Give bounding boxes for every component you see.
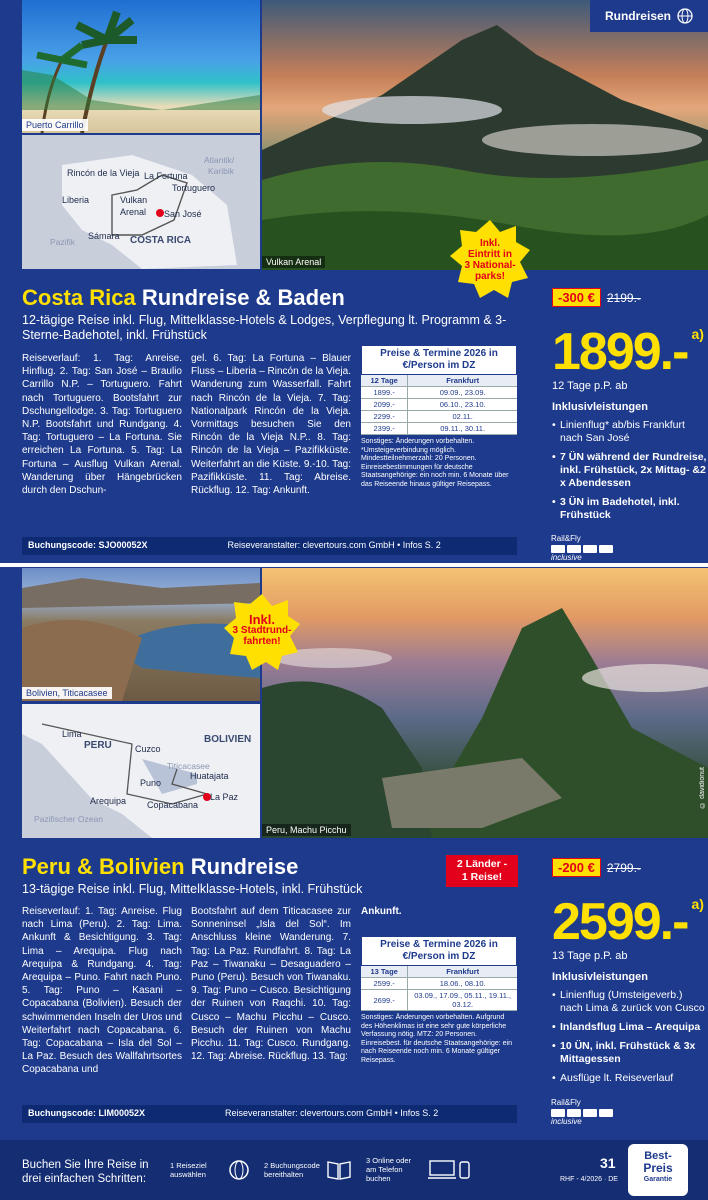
machu-caption: Peru, Machu Picchu: [262, 824, 351, 836]
section-divider: [0, 563, 708, 567]
map-label: Pazifischer Ozean: [34, 814, 103, 824]
badge-line: parks!: [474, 271, 505, 282]
table-header: Frankfurt: [408, 966, 517, 978]
inclusion-item: • Ausflüge lt. Reiseverlauf: [552, 1072, 708, 1085]
title-type: Rundreise & Baden: [141, 285, 345, 310]
badge-line: 1 Reise!: [461, 871, 503, 883]
cities-badge: [224, 594, 300, 670]
costa-rica-map: [22, 135, 260, 269]
costa-booking-bar: [22, 537, 517, 555]
price-footnote: a): [691, 326, 704, 342]
duration: 12 Tage p.P. ab: [552, 380, 628, 392]
plane-icon: [599, 545, 613, 553]
rail-label: Rail&Fly: [551, 1098, 581, 1107]
rail-label: Rail&Fly: [551, 534, 581, 543]
table-cell: 18.06., 08.10.: [408, 978, 517, 990]
table-cell: 02.11.: [408, 411, 517, 423]
table-header: 13 Tage: [361, 966, 408, 978]
footer-headline: Buchen Sie Ihre Reise in drei einfachen Schritten:: [22, 1159, 149, 1185]
table-header: 12 Tage: [361, 375, 408, 387]
map-label: Karibik: [208, 166, 234, 176]
seal-line: Garantie: [643, 1176, 673, 1183]
peru-title: [22, 854, 298, 880]
globe-icon: [228, 1159, 250, 1181]
badge-line: 2 Länder -: [456, 858, 508, 870]
table-cell: 2399.-: [361, 423, 408, 435]
booking-code: Buchungscode: LIM00052X: [28, 1108, 146, 1118]
inclusion-item: • 10 ÜN, inkl. Frühstück & 3x Mittagessen: [552, 1040, 708, 1066]
table-cell: 03.09., 17.09., 05.11., 19.11., 03.12.: [408, 990, 517, 1011]
beach-caption: Puerto Carrillo: [22, 119, 88, 131]
inclusions-heading: Inklusivleistungen: [552, 971, 648, 983]
table-cell: 2299.-: [361, 411, 408, 423]
step-label: 1 Reiseziel auswählen: [170, 1160, 207, 1179]
rail-fly-logo: [551, 534, 613, 562]
inclusion-item: • 3 ÜN im Badehotel, inkl. Frühstück: [552, 496, 708, 522]
step-label: 2 Buchungscode bereithalten: [264, 1160, 320, 1179]
table-row: [361, 990, 517, 1011]
badge-line: Eintritt in: [468, 249, 512, 260]
map-label: Sámara: [88, 231, 120, 241]
booking-code: Buchungscode: SJO00052X: [28, 540, 148, 550]
table-cell: 1899.-: [361, 387, 408, 399]
bus-icon: [567, 1109, 581, 1117]
table-cell: 09.09., 23.09.: [408, 387, 517, 399]
map-label: Arequipa: [90, 796, 127, 806]
page-number: 31: [600, 1155, 616, 1171]
title-destination: Peru & Bolivien: [22, 854, 185, 879]
badge-line: fahrten!: [243, 636, 281, 647]
badge-line: Inkl.: [248, 612, 275, 627]
train-icon: [551, 545, 565, 553]
train-icon: [551, 1109, 565, 1117]
old-price: 2199.-: [606, 291, 641, 305]
map-label: Vulkan: [120, 195, 148, 205]
table-cell: 06.10., 23.10.: [408, 399, 517, 411]
map-label: Pazifik: [50, 237, 76, 247]
inclusion-item: • Inlandsflug Lima – Arequipa: [552, 1021, 708, 1034]
table-row: [361, 423, 517, 435]
parks-badge: [450, 220, 530, 298]
table-cell: 2699.-: [361, 990, 408, 1011]
footer: [0, 1140, 708, 1200]
badge-line: 3 Stadtrund-: [232, 625, 292, 636]
costa-title: [22, 285, 345, 311]
price: [552, 877, 708, 949]
plane-icon: [599, 1109, 613, 1117]
map-label: Huatajata: [190, 771, 229, 781]
costa-itinerary-1: Reiseverlauf: 1. Tag: Anreise. Hinflug. 2. Tag: San José – Braulio Carrillo N.P. – Tortuguero. Fahrt nach Tortuguero. Bootsfahrt zur Dschungellodge. 3. Tag: Tortuguero N.P. Bootsfahrt und Rundgang. 4. Tag: Tortuguero – La Fortuna. Sie erreichen La Fortuna. 5. Tag: La Fortuna – Ausflug Vulkan Arenal. Wanderung über Hängebrücken durch den Dschun-: [22, 353, 182, 497]
price-footnote: a): [691, 896, 704, 912]
section-tab: [590, 0, 708, 32]
volcano-caption: Vulkan Arenal: [262, 256, 325, 268]
map-label: PERU: [84, 740, 112, 751]
seal-line: Best-: [644, 1150, 672, 1162]
organizer: Reiseveranstalter: clevertours.com GmbH • Infos S. 2: [225, 1108, 439, 1118]
peru-itinerary-1: Reiseverlauf: 1. Tag: Anreise. Flug nach Lima (Peru). 2. Tag: Lima. Ankunft & Besichtigung. 3. Tag: Lima – Arequipa. Flug nach Arequipa & Rundgang. 4. Tag: Arequipa – Puno. Fahrt nach Puno. 5. Tag: Puno – Kasani – Copacabana (Bolivien). Besuch der schwimmenden Inseln der Uros und Weiterfahrt nach Copacabana. 6. Tag: Copacabana – Isla del Sol – La Paz. Besuch des Wallfahrtsortes Copacabana und: [22, 906, 182, 1076]
bus-icon: [567, 545, 581, 553]
map-label: Tortuguero: [172, 183, 216, 193]
title-destination: Costa Rica: [22, 285, 136, 310]
rail-fly-logo: [551, 1098, 613, 1126]
photo-credit: © davidionut: [699, 767, 706, 808]
best-price-seal: [628, 1144, 688, 1196]
laptop-phone-icon: [428, 1159, 472, 1181]
table-heading: Preise & Termine 2026 in €/Person im DZ: [361, 936, 517, 966]
beach-photo: [22, 0, 260, 133]
map-label: La Paz: [210, 792, 239, 802]
price-value: 2599.-: [552, 893, 688, 951]
table-cell: 2099.-: [361, 399, 408, 411]
peru-itinerary-3: Ankunft.: [361, 906, 402, 917]
countries-badge: [446, 855, 518, 887]
table-heading: Preise & Termine 2026 in €/Person im DZ: [361, 345, 517, 375]
peru-subtitle: 13-tägige Reise inkl. Flug, Mittelklasse-Hotels, inkl. Frühstück: [22, 882, 363, 896]
map-label: Atlantik/: [204, 155, 235, 165]
section-label: Rundreisen: [604, 9, 671, 23]
map-label: La Fortuna: [144, 171, 188, 181]
inclusions-heading: Inklusivleistungen: [552, 401, 648, 413]
map-label: Titicacasee: [167, 761, 210, 771]
peru-price-panel: [530, 858, 708, 1098]
titicaca-caption: Bolivien, Titicacasee: [22, 687, 112, 699]
issue-code: RHF - 4/2026 · DE: [560, 1176, 618, 1183]
old-price: 2799.-: [606, 861, 641, 875]
seal-line: Preis: [643, 1161, 673, 1175]
ticket-icon: [583, 545, 597, 553]
discount-badge: -200 €: [552, 858, 601, 877]
map-label: Arenal: [120, 207, 147, 217]
table-note: Sonstiges: Änderungen vorbehalten. *Umsteigeverbindung möglich. Mindestteilnehmerzahl: 20 Personen. Einreisebestimmungen für deutsche Staatsangehörige: ein noch min. 6 Monate über das Reiseende hinaus gültiger Reisepass.: [361, 438, 509, 488]
map-label: Copacabana: [147, 800, 199, 810]
map-label: Lima: [62, 729, 82, 739]
costa-itinerary-2: gel. 6. Tag: La Fortuna – Blauer Fluss – Liberia – Rincón de la Vieja. Wanderung zum Wasserfall. Fahrt nach Rincón de la Vieja. 7. Tag: Nationalpark Rincón de la Vieja. Vormittags besuchen Sie den Rincón de la Vieja N.P.. 8. Tag: Rincón de la Vieja – Pazifikküste. Weiterfahrt an die Küste. 9.-10. Tag: Pazifikküste. 11. Tag: Abreise. Rückflug. 12. Tag: Ankunft.: [191, 353, 351, 497]
inclusion-item: • Linienflug (Umsteigeverb.) nach Lima & zurück von Cusco: [552, 989, 708, 1015]
peru-price-table: [361, 936, 517, 1065]
costa-subtitle: 12-tägige Reise inkl. Flug, Mittelklasse-Hotels & Lodges, Verpflegung lt. Programm & 3-Sterne-Badehotel, inkl. Frühstück: [22, 313, 507, 342]
map-label: Puno: [140, 778, 162, 788]
peru-bolivia-map: [22, 704, 260, 838]
costa-price-panel: [530, 288, 708, 568]
price: [552, 307, 708, 379]
book-icon: [326, 1159, 352, 1181]
inclusion-item: • Linienflug* ab/bis Frankfurt nach San José: [552, 419, 708, 445]
table-row: [361, 387, 517, 399]
map-label: BOLIVIEN: [204, 734, 252, 745]
organizer: Reiseveranstalter: clevertours.com GmbH • Infos S. 2: [227, 540, 441, 550]
table-header: Frankfurt: [408, 375, 517, 387]
map-label: Cuzco: [135, 744, 161, 754]
rail-sublabel: inclusive: [551, 1117, 582, 1126]
rail-sublabel: inclusive: [551, 553, 582, 562]
ticket-icon: [583, 1109, 597, 1117]
table-cell: 09.11., 30.11.: [408, 423, 517, 435]
peru-booking-bar: [22, 1105, 517, 1123]
table-cell: 2599.-: [361, 978, 408, 990]
duration: 13 Tage p.P. ab: [552, 950, 628, 962]
discount-badge: -300 €: [552, 288, 601, 307]
inclusion-item: • 7 ÜN während der Rundreise, inkl. Frühstück, 2x Mittag- &2 x Abendessen: [552, 451, 708, 490]
map-label: Liberia: [62, 195, 90, 205]
costa-price-table: [361, 345, 517, 489]
globe-icon: [677, 8, 693, 24]
table-row: [361, 978, 517, 990]
map-label: COSTA RICA: [130, 235, 192, 246]
map-label: Rincón de la Vieja: [67, 168, 140, 178]
badge-line: 3 National-: [464, 260, 516, 271]
title-type: Rundreise: [190, 854, 299, 879]
price-value: 1899.-: [552, 323, 688, 381]
step-label: 3 Online oder am Telefon buchen: [366, 1156, 412, 1183]
peru-itinerary-2: Bootsfahrt auf dem Titicacasee zur Sonneninsel „Isla del Sol“. Im Anschluss kleine Wanderung. 7. Tag: La Paz. Rundfahrt. 8. Tag: La Paz – Tiwanaku – Desaguadero – Puno (Peru). Besuch von Tiwanaku. 9. Tag: Puno – Cusco. Besichtigung der Ruinen von Raqchi. 10. Tag: Cusco – Machu Picchu – Cusco. Besuch der Ruinen von Machu Picchu. 11. Tag: Cusco. Rundgang. 12. Tag: Abreise. Rückflug. 13. Tag:: [191, 906, 351, 1063]
machu-picchu-photo: [262, 568, 708, 838]
table-note: Sonstiges: Änderungen vorbehalten. Aufgrund des Höhenklimas ist eine sehr gute körperliche Verfassung nötig. MTZ: 20 Personen. Einreisebest. für deutsche Staatsangehörige: ein nach Reiseende noch min. 6 Monate gültiger Reisepass.: [361, 1014, 512, 1064]
map-label: San José: [164, 209, 202, 219]
badge-line: Inkl.: [479, 238, 500, 249]
table-row: [361, 399, 517, 411]
table-row: [361, 411, 517, 423]
